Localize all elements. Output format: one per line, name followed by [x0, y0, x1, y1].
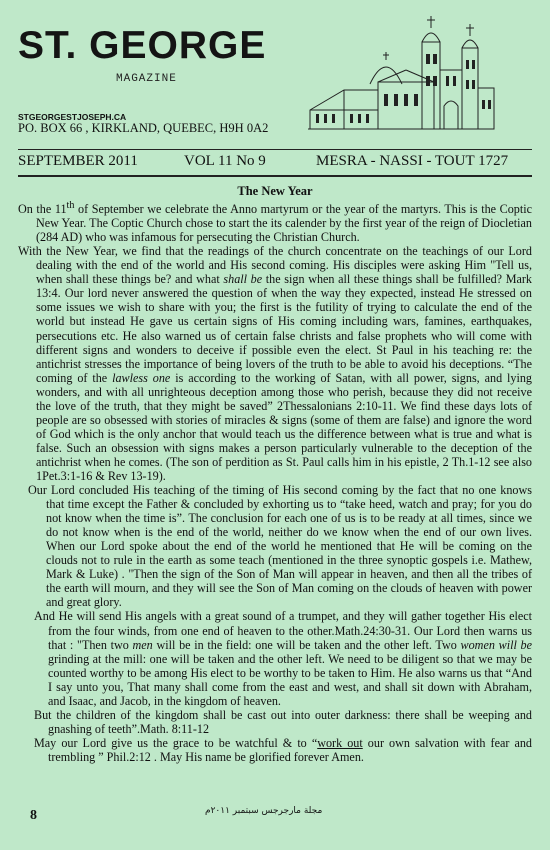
- header-rule-top: [18, 149, 532, 150]
- website-url: STGEORGESTJOSEPH.CA: [18, 112, 127, 122]
- text-run: On the 11: [18, 202, 67, 217]
- text-run: With the New Year, we find that the readings of the church concentrate on the teachings of our Lord dealing with the end of the world and His second coming. His disciples were asking Him "Tell us, when shall these things be? and what: [18, 244, 532, 287]
- church-illustration: [304, 10, 496, 132]
- footer-caption: مجلة مارجرجس سبتمبر ٢٠١١م: [205, 806, 323, 816]
- page-number: 8: [30, 808, 37, 823]
- paragraph-3: Our Lord concluded His teaching of the timing of His second coming by the fact that no one knows that time except the Father & concluded by exhorting us to “take heed, watch and pray; for you do not know when the time is”. The conclusion for each one of us is to be ready at all times, since we do not know when is the end of the world, neither do we know when the end of our own lives. When our Lord spoke about the end of the world he mentioned that He will be coming on the clouds not to rule in the earth as some teach (mentioned in the three synoptic gospels i.e. Mathew, Mark & Luke) . "Then the sign of the Son of Man will appear in heaven, and then all the tribes of the earth will mourn, and they will see the Son of Man coming on the clouds of heaven with power and great glory.: [28, 483, 532, 610]
- emphasis: shall be: [223, 272, 263, 287]
- postal-address: PO. BOX 66 , KIRKLAND, QUEBEC, H9H 0A2: [18, 121, 269, 135]
- article-title: The New Year: [237, 184, 313, 198]
- text-run: May our Lord give us the grace to be watchful & to “: [34, 735, 318, 750]
- masthead-subtitle: MAGAZINE: [116, 73, 177, 85]
- article: [18, 184, 532, 764]
- text-run: of September we celebrate the Anno martyrum or the year of the martyrs. This is the Coptic New Year. The Coptic Church chose to start the its calender by the first year of the reign of Diocletian (284 AD) who was infamous for persecuting the Christian Church.: [36, 202, 533, 245]
- text-run: grinding at the mill: one will be taken and the other left. We need to be diligent so that we may be counted worthy to be among His elect to be worthy to be taken to Him. He also warns us that “And I say unto you, That many shall come from the east and west, and shall sit down with Abraham, and Isaac, and Jacob, in the kingdom of heaven.: [48, 651, 532, 708]
- masthead-title: ST. GEORGE: [18, 24, 267, 67]
- paragraph-5: But the children of the kingdom shall be cast out into outer darkness: there shall be weeping and gnashing of teeth”.Math. 8:11-12: [34, 707, 532, 736]
- superscript: th: [66, 200, 75, 212]
- emphasis: lawless one: [112, 370, 171, 385]
- paragraph-2: [18, 244, 532, 483]
- text-run: is according to the working of Satan, with all power, signs, and lying wonders, and with all unrighteous deception among those who perish, because they did not receive the love of the truth, that they might be saved” 2Thessalonians 2:10-11. We find these days lots of people are so obsessed with stories of miracles & signs (some of them are false) and ignore the word of God which is the only anchor that would teach us the difference between what is true and what is false. Such an obsession with signs makes a person particularly vulnerable to the deception of the antichrist when he comes. (The son of perdition as St. Paul calls him in his epistle, 2 Th.1-12 see also 1Pet.3:1-16 & Rev 13-19).: [36, 370, 533, 483]
- text-run: the sign when all these things shall be fulfilled? Mark 13:4. Our lord never answered the question of when the way they expected, instead He stressed on some issues we wish to share with you; the first is the futility of trying to calculate the end of the world but instead He gave us certain signs of His coming including wars, famines, earthquakes, persecutions etc. He also warned us of certain false christs and false prophets who will come with different signs and wonders to deceive if possible even the elect. St Paul in his teaching re: the antichrist stresses the importance of being lovers of the truth to be able to avoid his deceptions. “The coming of the: [36, 272, 533, 385]
- underlined-text: work out: [317, 735, 363, 750]
- paragraph-4: [18, 609, 532, 707]
- issue-volume: VOL 11 No 9: [184, 153, 266, 169]
- text-run: our own salvation with fear and trembling ” Phil.2:12 . May His name be glorified forever Amen.: [48, 735, 533, 764]
- text-run: And He will send His angels with a great sound of a trumpet, and they will gather together His elect from the four winds, from one end of heaven to the other.Math.24:30-31. Our Lord then warns us that : "Then two: [34, 609, 532, 652]
- paragraph-1: [18, 199, 532, 244]
- paragraph-6: [18, 736, 532, 764]
- emphasis: men: [132, 637, 153, 652]
- coptic-date: MESRA - NASSI - TOUT 1727: [316, 153, 509, 169]
- header-rule-bottom: [18, 175, 532, 177]
- text-run: will be in the field: one will be taken and the other left. Two: [152, 637, 461, 652]
- emphasis: women will be: [460, 637, 533, 652]
- issue-date: SEPTEMBER 2011: [18, 153, 138, 169]
